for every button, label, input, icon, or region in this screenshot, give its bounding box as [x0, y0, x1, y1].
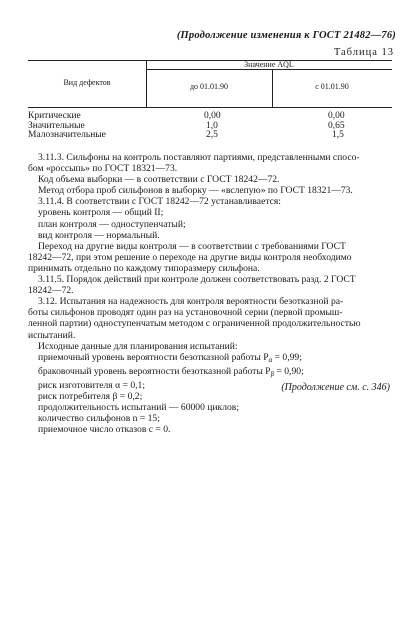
column-header-aql: Значение AQL	[244, 60, 294, 69]
paragraph-line: план контроля — одноступенчатый;	[38, 218, 186, 230]
paragraph-line: испытаний.	[28, 329, 76, 341]
paragraph-line: риск потребителя β = 0,2;	[38, 390, 143, 402]
value-before: 1,0	[206, 120, 218, 131]
value-before: 0,00	[204, 111, 221, 121]
paragraph-line: риск изготовителя α = 0,1;	[38, 379, 146, 391]
row-label: Значительные	[28, 120, 85, 131]
paragraph-line	[28, 366, 398, 380]
formula-subscript: β	[270, 369, 275, 378]
value-after: 1,5	[332, 130, 344, 141]
paragraph-line: 3.11.5. Порядок действий при контроле должен соответствовать разд. 2 ГОСТ	[38, 274, 356, 286]
column-header-before: до 01.01.90	[189, 82, 229, 91]
paragraph-line: 18242—72.	[28, 285, 74, 297]
paragraph-line: уровень контроля — общий II;	[38, 207, 164, 219]
paragraph-line: Код объема выборки — в соответствии с ГОСТ 18242—72.	[38, 174, 280, 186]
paragraph-line: вид контроля — нормальный.	[38, 229, 160, 241]
continuation-footer: (Продолжение см. с. 346)	[281, 382, 390, 393]
table-caption: Таблица 13	[333, 47, 394, 58]
formula-text: приемочный уровень вероятности безотказной работы P	[38, 351, 269, 363]
paragraph-line	[28, 352, 398, 366]
formula-text: браковочный уровень вероятности безотказной работы P	[38, 365, 271, 377]
paragraph-line: 3.11.4. В соответствии с ГОСТ 18242—72 устанавливается:	[38, 196, 281, 208]
column-header-defect-type: Вид дефектов	[63, 78, 111, 87]
paragraph-line: 3.12. Испытания на надежность для контроля вероятности безотказной ра-	[38, 296, 344, 308]
table-header-rule	[28, 107, 392, 108]
paragraph-line: приемочное число отказов c = 0.	[38, 424, 171, 436]
column-header-after: с 01.01.90	[315, 82, 349, 91]
formula-value: = 0,99;	[272, 351, 302, 363]
table-subheader-rule	[146, 69, 392, 70]
paragraph-line: Переход на другие виды контроля — в соответствии с требованиями ГОСТ	[38, 240, 346, 252]
aql-table	[28, 60, 392, 140]
paragraph-line: Исходные данные для планирования испытаний:	[38, 340, 238, 352]
paragraph-line: 18242—72, при этом решение о переходе на другие виды контроля необходимо	[28, 251, 352, 263]
paragraph-line: боты сильфонов проводят один раз на установочной серии (первой промыш-	[28, 307, 343, 319]
value-before: 2,5	[206, 130, 218, 141]
continuation-header: (Продолжение изменения к ГОСТ 21482—76)	[176, 30, 396, 41]
paragraph-line: принимать отдельно по каждому типоразмеру сильфона.	[28, 262, 260, 274]
value-after: 0,00	[328, 111, 345, 121]
row-label: Малозначительные	[28, 130, 106, 141]
paragraph-line: Метод отбора проб сильфонов в выборку — «вслепую» по ГОСТ 18321—73.	[38, 185, 353, 197]
value-after: 0,65	[328, 120, 345, 131]
paragraph-line: 3.11.3. Сильфоны на контроль поставляют партиями, представленными спосо-	[38, 152, 360, 163]
paragraph-line: продолжительность испытаний — 60000 циклов;	[38, 402, 239, 414]
paragraph-line: количество сильфонов n = 15;	[38, 413, 160, 425]
paragraph-line: ленной партии) одноступенчатым методом с ограниченной продолжительностью	[28, 318, 361, 330]
paragraph-line: бом «россыпь» по ГОСТ 18321—73.	[28, 163, 178, 175]
formula-subscript: α	[268, 355, 273, 364]
formula-value: = 0,90;	[274, 365, 304, 377]
row-label: Критические	[28, 111, 81, 121]
